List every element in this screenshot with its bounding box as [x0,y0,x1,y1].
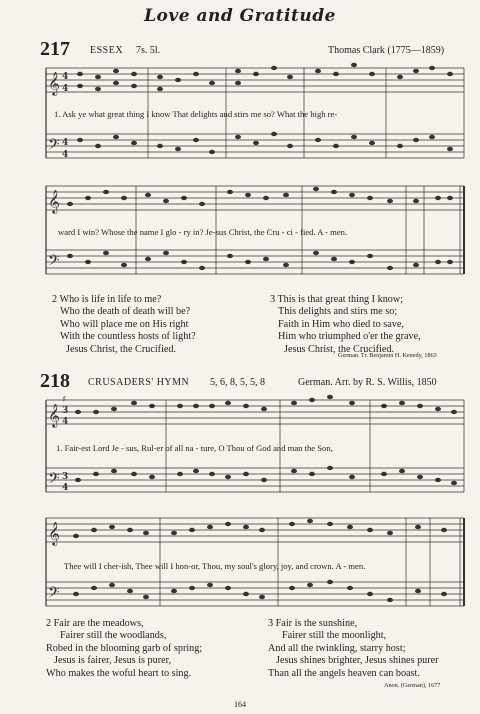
hymn-number: 217 [40,38,70,60]
treble-clef-icon: 𝄞 [48,521,60,545]
hymn-217-header [0,38,480,60]
hymn-217-verse-2 [52,294,196,356]
verse-line: Jesus Christ, the Crucified. [284,343,395,355]
verse-line: 3 Fair is the sunshine, [268,618,358,629]
hymn-217-attribution: German. Tr. Benjamin H. Kenedy, 1863 [338,352,437,359]
page-number: 164 [234,700,246,709]
svg-text:4: 4 [62,150,69,160]
bass-clef-icon: 𝄢 [48,470,60,491]
tune-name: CRUSADERS' HYMN [88,377,190,388]
verse-line: 2 Who is life in life to me? [52,294,162,305]
treble-clef-icon: 𝄞 [48,189,60,213]
hymn-217-lyrics-line-1: 1. Ask ye what great thing I know That delights and stirs me so? What the high re- [54,109,338,119]
hymn-218-header [0,370,480,392]
svg-text:4: 4 [62,138,69,148]
treble-clef-icon: 𝄞 [48,403,60,427]
verse-line: 3 This is that great thing I know; [270,294,404,305]
verse-line: Faith in Him who died to save, [278,318,404,330]
meter: 7s. 5l. [136,45,161,56]
svg-text:4: 4 [62,417,69,427]
hymn-218-verse-2 [46,618,202,680]
svg-text:3: 3 [62,406,69,416]
composer: Thomas Clark (1775—1859) [328,45,445,56]
composer: German. Arr. by R. S. Willis, 1850 [298,377,437,388]
meter: 5, 6, 8, 5, 5, 8 [210,377,265,388]
verse-line: Than all the angels heaven can boast. [268,667,420,679]
treble-clef-icon: 𝄞 [48,71,60,95]
bass-clef-icon: 𝄢 [48,136,60,157]
verse-line: Jesus Christ, the Crucified. [66,343,177,355]
verse-line: Who the death of death will be? [60,306,191,318]
verse-line: This delights and stirs me so; [278,306,398,318]
hymn-217-verse-3 [270,294,421,356]
svg-text:4: 4 [62,483,69,493]
svg-text:3: 3 [62,472,69,482]
verse-line: Who makes the woful heart to sing. [46,667,192,679]
svg-text:4: 4 [62,84,69,94]
svg-text:4: 4 [62,72,69,82]
verse-line: Jesus is fairer, Jesus is purer, [54,655,172,667]
hymn-218-lyrics-line-1: 1. Fair-est Lord Je - sus, Rul-er of all na - ture, O Thou of God and man the Son, [56,443,333,453]
hymn-number: 218 [40,370,70,392]
verse-line: Fairer still the moonlight, [282,630,387,642]
verse-line: Who will place me on His right [60,318,189,330]
verse-line: Him who triumphed o'er the grave, [278,331,421,343]
section-title: Love and Gratitude [144,6,336,26]
hymn-218-attribution: Anon. (German), 1677 [384,682,441,689]
tune-name: ESSEX [90,45,124,56]
bass-clef-icon: 𝄢 [48,252,60,273]
verse-line: And all the twinkling, starry host; [268,642,406,654]
verse-line: Fairer still the woodlands, [60,630,167,642]
verse-line: 2 Fair are the meadows, [46,618,144,629]
verse-line: With the countless hosts of light? [60,331,196,343]
verse-line: Jesus shines brighter, Jesus shines purer [276,655,439,667]
hymn-218-verse-3 [268,618,439,680]
hymn-217-lyrics-line-2: ward I win? Whose the name I glo - ry in? Je-sus Christ, the Cru - ci - fied. A - men. [58,227,348,237]
hymn-218-lyrics-line-2: Thee will I cher-ish, Thee will I hon-or, Thou, my soul's glory, joy, and crown. A - men. [64,561,366,571]
bass-clef-icon: 𝄢 [48,584,60,605]
svg-text:♯: ♯ [62,395,67,405]
verse-line: Robed in the blooming garb of spring; [46,642,203,654]
